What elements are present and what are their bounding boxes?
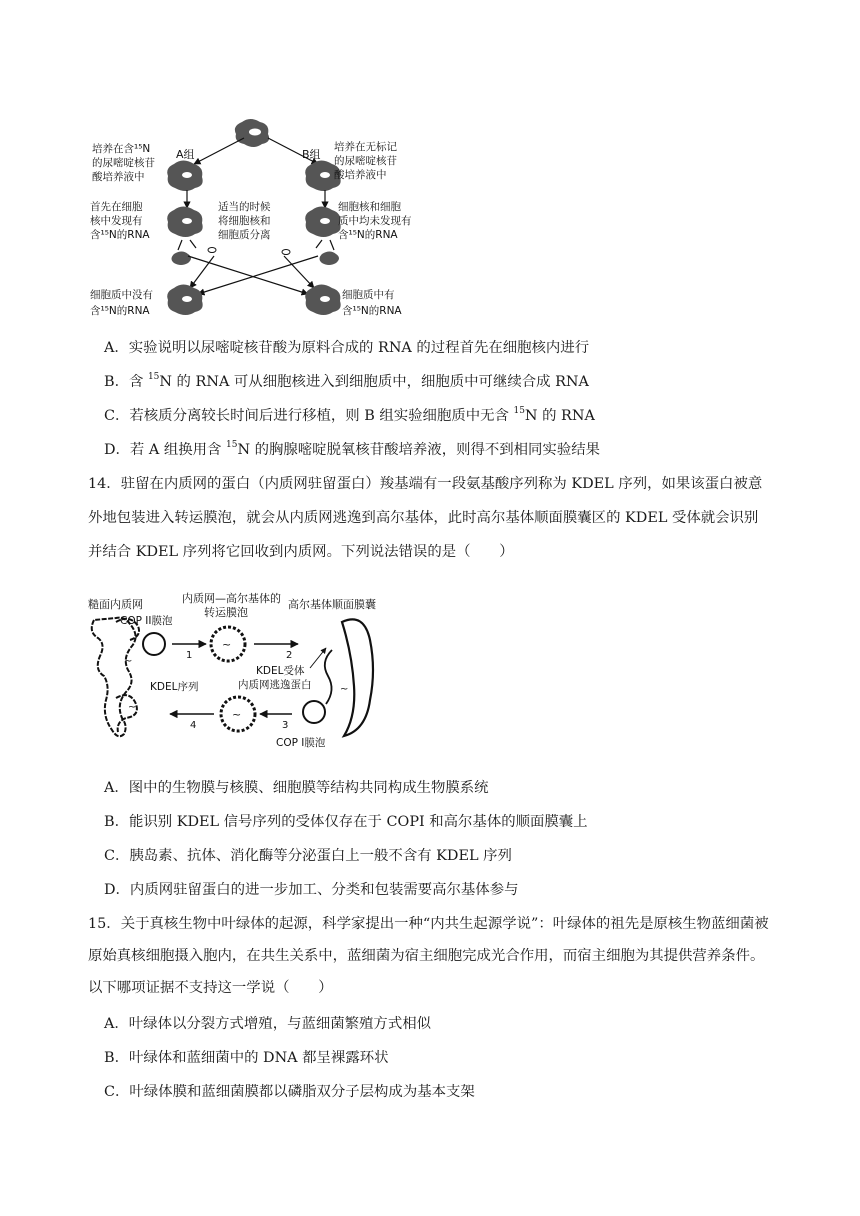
q14-option-a: A．图中的生物膜与核膜、细胞膜等结构共同构成生物膜系统 (104, 780, 489, 796)
svg-text:~: ~ (222, 638, 232, 651)
center-label: 将细胞核和 (218, 215, 271, 227)
superscript: 15 (226, 440, 238, 451)
rna-experiment-figure (86, 116, 446, 324)
option-text: B．含 (104, 374, 148, 390)
a-top-label: 酸培养液中 (92, 171, 145, 183)
superscript: 15 (147, 372, 160, 383)
option-text: C．若核质分离较长时间后进行移植，则 B 组实验细胞质中无含 (104, 408, 514, 424)
step-number: 1 (186, 650, 193, 661)
center-label: 适当的时候 (218, 201, 271, 213)
b-top-label: 酸培养液中 (334, 169, 387, 181)
step-number: 4 (190, 720, 197, 731)
a-mid-label: 首先在细胞 (90, 201, 143, 213)
q14-option-b: B．能识别 KDEL 信号序列的受体仅存在于 COPI 和高尔基体的顺面膜囊上 (104, 814, 588, 830)
step-number: 2 (286, 650, 293, 661)
b-mid-label: 质中均未发现有 (338, 215, 412, 227)
b-mid-label: 含¹⁵N的RNA (338, 229, 398, 241)
q15-stem: 原始真核细胞摄入胞内，在共生关系中，蓝细菌为宿主细胞完成光合作用，而宿主细胞为其提供营养条件。 (88, 948, 765, 964)
q14-option-c: C．胰岛素、抗体、消化酶等分泌蛋白上一般不含有 KDEL 序列 (104, 848, 512, 864)
cell-icon (305, 207, 340, 238)
group-b-label: B组 (302, 148, 321, 161)
q13-option-b (104, 372, 589, 392)
escaped-protein-label: 内质网逃逸蛋白 (238, 679, 312, 691)
q13-option-a: A．实验说明以尿嘧啶核苷酸为原料合成的 RNA 的过程首先在细胞核内进行 (104, 340, 590, 356)
a-mid-label: 核中发现有 (90, 215, 143, 227)
b-mid-label: 细胞核和细胞 (338, 201, 401, 213)
center-label: 细胞质分离 (218, 229, 271, 241)
b-top-label: 的尿嘧啶核苷 (334, 155, 397, 167)
copii-label: COP II膜泡 (120, 615, 173, 627)
svg-text:~: ~ (340, 684, 349, 695)
kdel-receptor-label: KDEL受体 (256, 665, 305, 677)
golgi-cis-label: 高尔基体顺面膜囊 (288, 598, 376, 611)
q15-stem: 以下哪项证据不支持这一学说（ ） (88, 980, 333, 996)
vesicle-title-label: 转运膜泡 (204, 606, 248, 619)
q13-option-c (104, 406, 595, 426)
vesicle-title-label: 内质网—高尔基体的 (182, 592, 281, 605)
kdel-diagram (86, 586, 398, 754)
option-text: N 的 RNA (524, 408, 595, 424)
a-top-label: 的尿嘧啶核苷 (92, 157, 155, 169)
option-text: D．若 A 组换用含 (104, 442, 226, 458)
svg-text:~: ~ (124, 656, 133, 667)
a-mid-label: 含¹⁵N的RNA (90, 229, 150, 241)
cell-icon (167, 285, 202, 316)
option-text: N 的胸腺嘧啶脱氧核苷酸培养液，则得不到相同实验结果 (237, 442, 600, 458)
q15-option-a: A．叶绿体以分裂方式增殖，与蓝细菌繁殖方式相似 (104, 1016, 431, 1032)
q15-option-b: B．叶绿体和蓝细菌中的 DNA 都呈裸露环状 (104, 1050, 389, 1066)
rough-er-label: 糙面内质网 (88, 598, 143, 611)
copi-label: COP I膜泡 (276, 737, 326, 749)
step-number: 3 (282, 720, 289, 731)
group-a-label: A组 (176, 148, 195, 161)
cell-icon (305, 285, 340, 316)
cell-icon (235, 119, 269, 147)
option-text: N 的 RNA 可从细胞核进入到细胞质中，细胞质中可继续合成 RNA (159, 374, 589, 390)
a-bottom-label: 含¹⁵N的RNA (90, 305, 150, 317)
q15-stem: 15．关于真核生物中叶绿体的起源，科学家提出一种“内共生起源学说”：叶绿体的祖先是原核生物蓝细菌被 (88, 916, 769, 932)
q13-option-d (104, 440, 600, 460)
q14-stem: 14．驻留在内质网的蛋白（内质网驻留蛋白）羧基端有一段氨基酸序列称为 KDEL 序列，如果该蛋白被意 (88, 476, 763, 492)
b-bottom-label: 含¹⁵N的RNA (342, 305, 402, 317)
q14-stem: 外地包装进入转运膜泡，就会从内质网逃逸到高尔基体，此时高尔基体顺面膜囊区的 KDEL 受体就会识别 (88, 510, 759, 526)
q14-stem: 并结合 KDEL 序列将它回收到内质网。下列说法错误的是（ ） (88, 544, 514, 560)
b-bottom-label: 细胞质中有 (342, 289, 395, 301)
cell-icon (167, 161, 202, 192)
q14-option-d: D．内质网驻留蛋白的进一步加工、分类和包装需要高尔基体参与 (104, 882, 519, 898)
kdel-sequence-label: KDEL序列 (150, 681, 199, 693)
q15-option-c: C．叶绿体膜和蓝细菌膜都以磷脂双分子层构成为基本支架 (104, 1084, 475, 1100)
superscript: 15 (513, 406, 525, 417)
svg-text:~: ~ (128, 702, 137, 713)
svg-text:~: ~ (232, 708, 242, 721)
a-top-label: 培养在含¹⁵N (92, 143, 151, 155)
b-top-label: 培养在无标记 (334, 141, 397, 153)
a-bottom-label: 细胞质中没有 (90, 289, 153, 301)
cell-icon (167, 207, 202, 238)
